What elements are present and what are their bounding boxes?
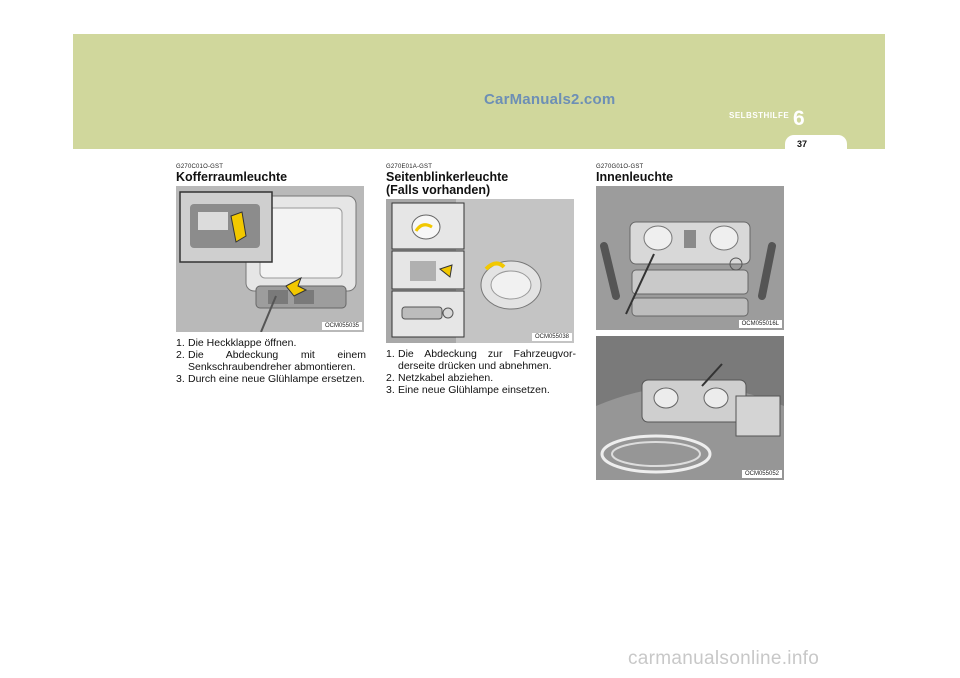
section-code: G270C01O-GST [176,164,224,170]
interior-light-figure-2 [596,336,784,480]
section-trunk-light [176,164,366,385]
figure-label: OCM055052 [742,470,782,478]
page-number: 37 [797,139,808,149]
section-title: Seitenblinkerleuchte (Falls vorhanden) [386,170,509,197]
side-indicator-figure [386,199,574,343]
watermark-top[interactable]: CarManuals2.com [484,91,616,108]
trunk-light-figure [176,186,364,332]
side-indicator-illustration [386,199,574,343]
section-code: G270G01O-GST [596,164,644,170]
section-title: Kofferraumleuchte [176,170,288,184]
figure-label: OCM055016L [739,320,782,328]
section-code: G270E01A-GST [386,164,433,170]
chapter-number: 6 [793,107,805,130]
section-interior-light [596,164,786,480]
interior-light-illustration-2 [596,336,784,480]
steps-list [386,348,576,396]
trunk-light-illustration [176,186,364,332]
section-title: Innenleuchte [596,170,674,184]
list-item: 3. Eine neue Glühlampe einsetzen. [386,384,550,396]
chapter-label: SELBSTHILFE [729,111,790,120]
interior-light-figure-1 [596,186,784,330]
interior-light-illustration-1 [596,186,784,330]
list-item: 3. Durch eine neue Glühlampe ersetzen. [176,373,365,385]
list-item: 2. Netzkabel abziehen. [386,372,494,384]
figure-label: OCM055035 [322,322,362,330]
list-item: 2. Die Abdeckung mit einem Senkschraubendreher abmontieren. [176,349,366,373]
page-tab [785,135,847,153]
steps-list [176,337,366,385]
figure-label: OCM055038 [532,333,572,341]
section-side-indicator [386,164,576,396]
watermark-bottom[interactable]: carmanualsonline.info [628,648,820,669]
list-item: 1. Die Heckklappe öffnen. [176,337,297,349]
list-item: 1. Die Abdeckung zur Fahrzeugvor- derseite drücken und abnehmen. [386,348,576,372]
header-band [73,34,885,149]
